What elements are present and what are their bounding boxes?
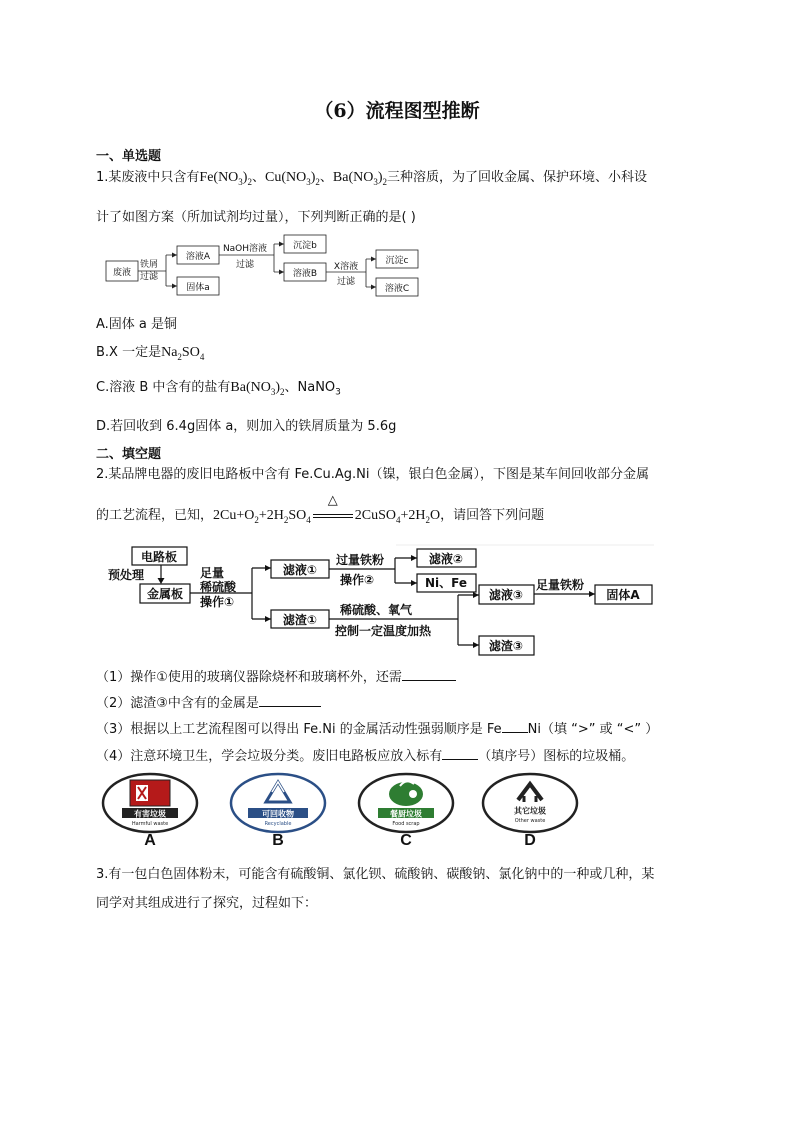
label-precip-c: 沉淀c bbox=[385, 256, 409, 266]
waste-bin-icons bbox=[100, 772, 580, 854]
bin-option-b bbox=[228, 772, 328, 854]
q2-part4: （4）注意环境卫生，学会垃圾分类。废旧电路板应放入标有 （填序号）图标的垃圾桶。 bbox=[96, 749, 635, 764]
q1-option-d: D.若回收到 6.4g固体 a，则加入的铁屑质量为 5.6g bbox=[96, 419, 397, 434]
label-solution-c: 溶液C bbox=[384, 284, 410, 294]
label-heat-control: 控制一定温度加热 bbox=[335, 624, 432, 638]
label-op2: 操作② bbox=[340, 573, 375, 587]
label-solid-a2: 固体A bbox=[606, 588, 640, 602]
label-filtrate-2: 滤液② bbox=[428, 552, 464, 566]
label-pretreat: 预处理 bbox=[108, 568, 145, 582]
page-title: （6）流程图型推断 bbox=[314, 100, 480, 122]
svg-text:Recyclable: Recyclable bbox=[264, 821, 292, 827]
label-excess-iron: 过量铁粉 bbox=[336, 553, 385, 567]
label-circuit-board: 电路板 bbox=[140, 550, 178, 564]
answer-blank-1[interactable] bbox=[402, 668, 456, 681]
q1-formula-3: $Ba(NO_3)_2$ bbox=[332, 170, 388, 187]
bin-option-a bbox=[100, 772, 200, 854]
answer-blank-3[interactable] bbox=[502, 720, 528, 733]
bin-letter-b: B bbox=[272, 832, 284, 849]
svg-text:餐厨垃圾: 餐厨垃圾 bbox=[390, 809, 422, 819]
label-acid-oxygen: 稀硫酸、氧气 bbox=[340, 603, 413, 617]
answer-blank-4[interactable] bbox=[442, 747, 478, 760]
q1-formula-2: $Cu(NO_3)_2$ bbox=[264, 170, 320, 187]
label-acid: 稀硫酸 bbox=[200, 580, 237, 594]
q1-option-b: B.X 一定是$Na_2SO_4$ bbox=[96, 345, 205, 362]
bin-letter-c: C bbox=[400, 832, 412, 849]
recyclable-icon bbox=[228, 772, 328, 834]
label-precip-b: 沉淀b bbox=[293, 241, 317, 251]
q2-line1: 2.某品牌电器的废旧电路板中含有 Fe.Cu.Ag.Ni（镍，银白色金属），下图是某车间回收部分金属 bbox=[96, 467, 649, 482]
other-waste-icon bbox=[480, 772, 580, 834]
label-enough-iron: 足量铁粉 bbox=[536, 578, 585, 592]
q2-part2: （2）滤渣③中含有的金属是 bbox=[96, 692, 321, 711]
bin-letter-a: A bbox=[144, 832, 156, 849]
label-filtrate-3: 滤液③ bbox=[488, 588, 524, 602]
q1-formula-1: $Fe(NO_3)_2$ bbox=[199, 170, 252, 187]
q3-line1: 3.有一包白色固体粉末，可能含有硫酸铜、氯化钡、硫酸钠、碳酸钠、氯化钠中的一种或几种，某 bbox=[96, 867, 655, 882]
q1-flow-diagram bbox=[104, 234, 424, 302]
label-filter2: 过滤 bbox=[235, 260, 255, 270]
food-scrap-icon bbox=[356, 772, 456, 834]
harmful-waste-icon bbox=[100, 772, 200, 834]
label-x: X溶液 bbox=[333, 262, 359, 272]
label-filtrate-1: 滤液① bbox=[282, 563, 318, 577]
q1-option-a: A.固体 a 是铜 bbox=[96, 317, 178, 332]
q2-flow-diagram bbox=[106, 544, 654, 659]
bin-letter-d: D bbox=[524, 832, 536, 849]
label-solution-a: 溶液A bbox=[185, 252, 211, 262]
label-acid-amount: 足量 bbox=[200, 566, 225, 580]
section-heading-2: 二、填空题 bbox=[96, 447, 162, 462]
answer-blank-2[interactable] bbox=[259, 694, 321, 707]
q3-line2: 同学对其组成进行了探究，过程如下： bbox=[96, 896, 318, 911]
svg-text:有害垃圾: 有害垃圾 bbox=[134, 809, 166, 819]
svg-text:其它垃圾: 其它垃圾 bbox=[514, 806, 546, 816]
label-filter3: 过滤 bbox=[336, 277, 356, 287]
bin-option-c bbox=[356, 772, 456, 854]
label-naoh: NaOH溶液 bbox=[222, 244, 268, 254]
label-metal-plate: 金属板 bbox=[146, 587, 184, 601]
svg-text:Other waste: Other waste bbox=[514, 818, 546, 824]
label-iron: 铁屑 bbox=[140, 260, 159, 270]
svg-text:Harmful waste: Harmful waste bbox=[131, 821, 169, 827]
heat-symbol: △ bbox=[327, 492, 338, 507]
label-residue-1: 滤渣① bbox=[282, 613, 318, 627]
label-solid-a: 固体a bbox=[186, 283, 210, 293]
svg-text:可回收物: 可回收物 bbox=[262, 809, 294, 819]
q2-equation: $2Cu+O_2+2H_2SO_4$ △ $2CuSO_4+2H_2O$ bbox=[213, 492, 441, 525]
svg-text:Food scrap: Food scrap bbox=[392, 821, 420, 827]
q1-line1-pre: 1.某废液中只含有 bbox=[96, 170, 200, 185]
label-filter1: 过滤 bbox=[140, 272, 159, 282]
q2-line2: 的工艺流程，已知，$2Cu+O_2+2H_2SO_4$ △ $2CuSO_4+2H_2O$，请回答下列问题 bbox=[96, 492, 545, 525]
q2-part1: （1）操作①使用的玻璃仪器除烧杯和玻璃杯外，还需 bbox=[96, 666, 456, 685]
q2-part3: （3）根据以上工艺流程图可以得出 Fe.Ni 的金属活动性强弱顺序是 Fe Ni（填 “>” 或 “<” ） bbox=[96, 722, 659, 737]
q1-line1: 1.某废液中只含有$Fe(NO_3)_2$、$Cu(NO_3)_2$、$Ba(NO_3)_2$三种溶质，为了回收金属、保护环境、小科设 bbox=[96, 170, 648, 187]
bin-option-d bbox=[480, 772, 580, 854]
label-solution-b: 溶液B bbox=[292, 269, 318, 279]
label-op1: 操作① bbox=[200, 595, 235, 609]
label-residue-3: 滤渣③ bbox=[488, 639, 524, 653]
section-heading-1: 一、单选题 bbox=[96, 149, 162, 164]
q1-line2: 计了如图方案（所加试剂均过量），下列判断正确的是( ) bbox=[96, 210, 416, 225]
label-ni-fe: Ni、Fe bbox=[424, 576, 468, 590]
label-waste: 废液 bbox=[112, 268, 132, 278]
q1-line1-post: 三种溶质，为了回收金属、保护环境、小科设 bbox=[387, 170, 648, 185]
q1-option-c: C.溶液 B 中含有的盐有$Ba(NO_3)_2$、NaNO$_3$ bbox=[96, 380, 341, 398]
